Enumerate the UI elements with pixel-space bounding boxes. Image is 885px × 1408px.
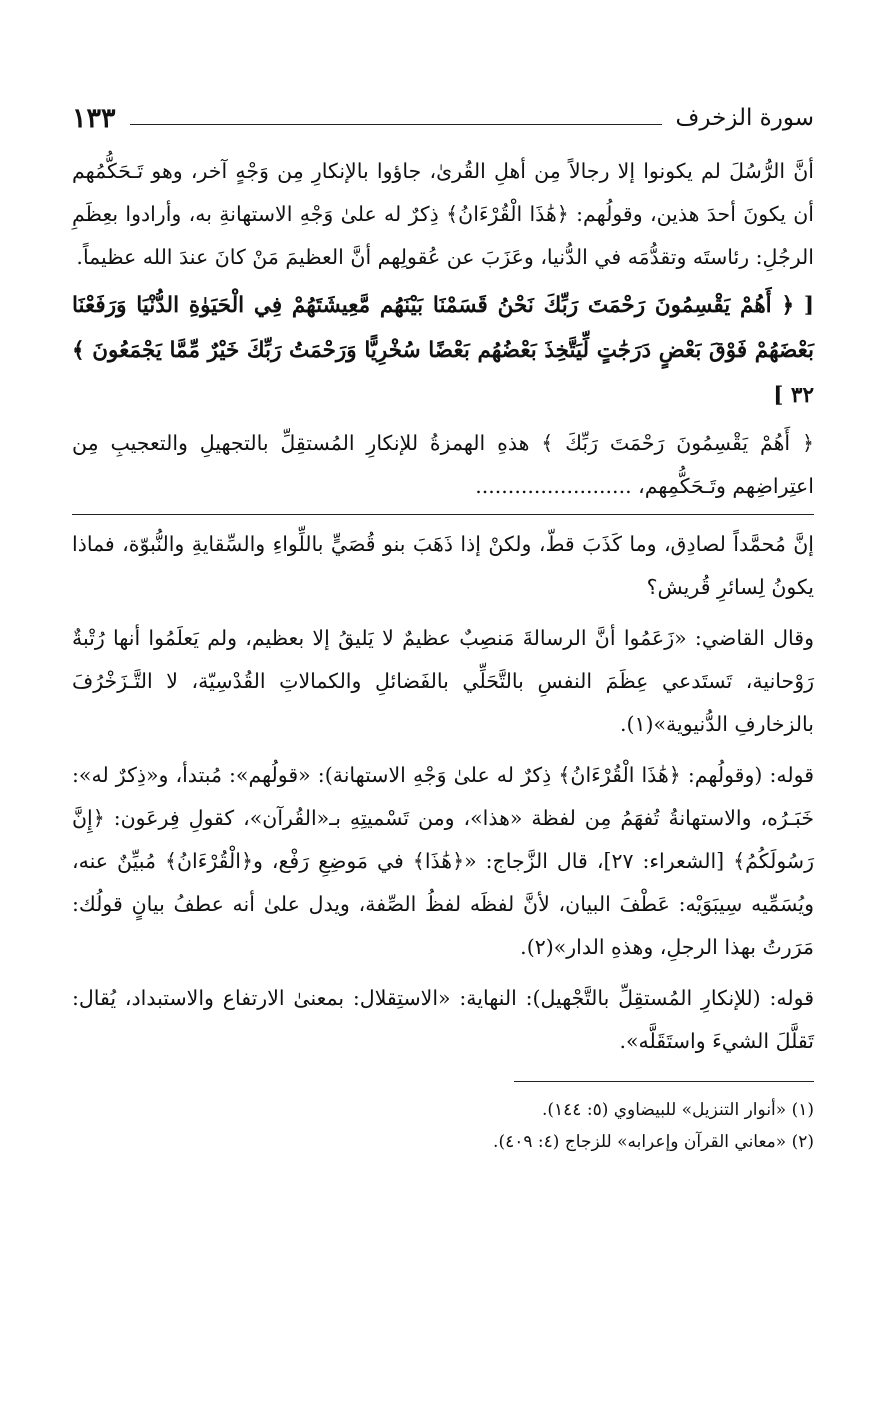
surah-title: سورة الزخرف: [675, 105, 814, 131]
gloss-paragraph: وقال القاضي: «زَعَمُوا أنَّ الرسالةَ مَنصِبٌ عظيمٌ لا يَليقُ إلا بعظيم، ولم يَعلَمُوا أنها رُتْبةٌ رَوْحانية، تَستَدعي عِظَمَ النفسِ بالتَّحَلِّي بالفَضائلِ والكمالاتِ القُدْسِيّة، لا التَّـزَخْرُفَ بالزخارفِ الدُّنيوية»(١).: [72, 626, 814, 736]
gloss-paragraph: قوله: (وقولُهم: ﴿هَٰذَا الْقُرْءَانُ﴾ ذِكرٌ له علىٰ وَجْهِ الاستهانة): «قولُهم»: مُبتدأ، و«ذِكرٌ له»: خَبَـرُه، والاستهانةُ تُفهَمُ مِن لفظة «هذا»، ومن تَسْميتِهِ بـ«القُرآن»، كقولِ فِرعَون: ﴿إِنَّ رَسُولَكُمُ﴾ [الشعراء: ٢٧]، قال الزَّجاج: «﴿هَٰذَا﴾ في مَوضِعِ رَفْع، و﴿الْقُرْءَانُ﴾ مُبيِّنٌ عنه، ويُسَمِّيه سِيبَوَيْه: عَطْفَ البيان، لأنَّ لفظَه لفظُ الصِّفة، ويدل علىٰ أنه عطفُ بيانٍ قولُك: مَرَرتُ بهذا الرجلِ، وهذهِ الدار»(٢).: [72, 763, 815, 959]
gloss-paragraph: قوله: (للإنكارِ المُستقِلِّ بالتَّجْهيل): النهاية: «الاستِقلال: بمعنىٰ الارتفاع والاستبداد، يُقال: تَقلَّلَ الشيءَ واستَقَلَّه».: [72, 986, 814, 1053]
page-number: ١٣٣: [72, 102, 116, 134]
footnote-rule: [514, 1081, 814, 1082]
gloss-paragraph: إنَّ مُحمَّداً لصادِق، وما كَذَبَ قطّ، ولكنْ إذا ذَهَبَ بنو قُصَيٍّ باللِّواءِ والسِّقايةِ والنُّبوّة، فماذا يكونُ لِسائرِ قُريش؟: [72, 532, 814, 599]
footnote: (١) «أنوار التنزيل» للبيضاوي (٥: ١٤٤).: [541, 1100, 814, 1120]
book-page: [72, 96, 814, 1376]
page-header: [72, 96, 814, 140]
commentary-paragraph: ﴿ أَهُمْ يَقْسِمُونَ رَحْمَتَ رَبِّكَ ﴾ هذهِ الهمزةُ للإنكارِ المُستقِلِّ بالتجهيلِ والتعجيبِ مِن اعتِراضِهم وتَـحَكُّمِهم، ........................: [72, 431, 814, 498]
footnote: (٢) «معاني القرآن وإعرابه» للزجاج (٤: ٤٠٩).: [493, 1132, 814, 1152]
header-rule: [130, 124, 662, 125]
section-divider: [72, 514, 814, 515]
quran-verse: [ ﴿ أَهُمْ يَقْسِمُونَ رَحْمَتَ رَبِّكَ نَحْنُ قَسَمْنَا بَيْنَهُم مَّعِيشَتَهُمْ فِي الْحَيَوٰةِ الدُّنْيَا وَرَفَعْنَا بَعْضَهُمْ فَوْقَ بَعْضٍ دَرَجَٰتٍ لِّيَتَّخِذَ بَعْضُهُم بَعْضًا سُخْرِيًّا وَرَحْمَتُ رَبِّكَ خَيْرٌ مِّمَّا يَجْمَعُونَ ﴾ ٣٢ ]: [72, 293, 814, 408]
commentary-paragraph: أنَّ الرُّسُلَ لم يكونوا إلا رجالاً مِن أهلِ القُرىٰ، جاؤوا بالإنكارِ مِن وَجْهٍ آخر، وهو تَـحَكُّمُهم أن يكونَ أحدَ هذين، وقولُهم: ﴿هَٰذَا الْقُرْءَانُ﴾ ذِكرٌ له علىٰ وَجْهِ الاستهانةِ به، وأرادوا بعِظَمِ الرجُلِ: رئاستَه وتقدُّمَه في الدُّنيا، وعَزَبَ عن عُقولِهم أنَّ العظيمَ مَنْ كانَ عندَ الله عظيماً.: [72, 159, 814, 269]
